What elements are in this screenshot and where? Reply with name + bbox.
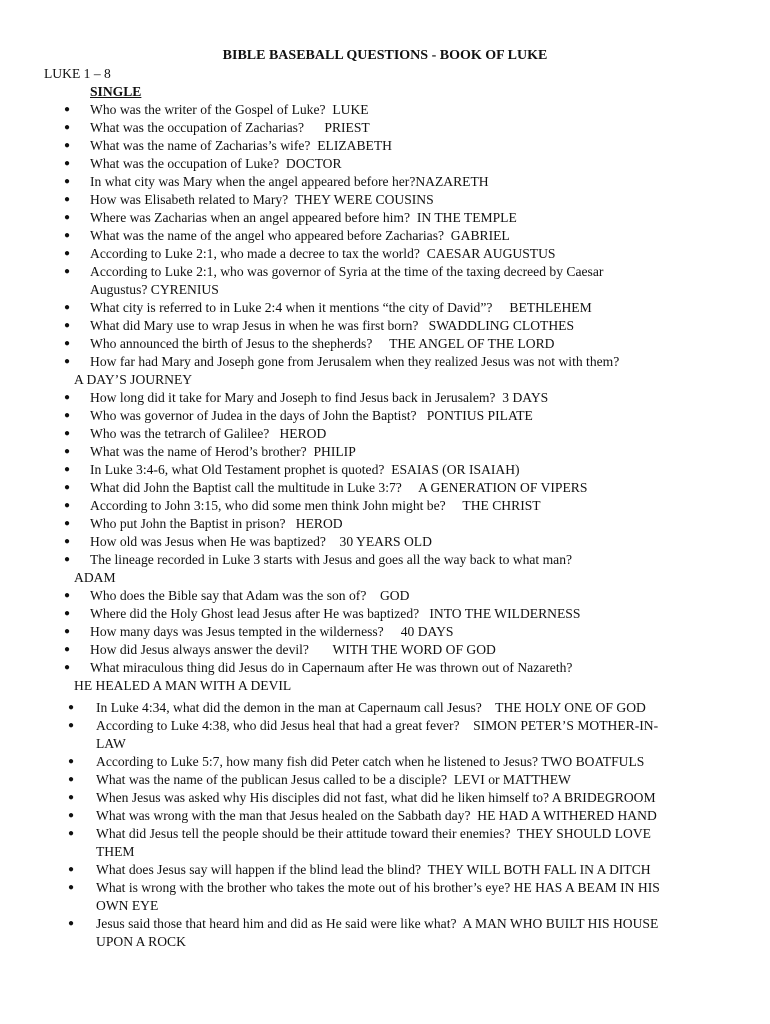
question-text: Jesus said those that heard him and did as He said were like what? A MAN WHO BUILT HIS HOUSE <box>96 916 659 931</box>
bullet-icon: ● <box>64 194 71 205</box>
question-item <box>64 263 744 299</box>
bullet-icon: ● <box>64 626 71 637</box>
question-text: What was the name of the angel who appeared before Zacharias? GABRIEL <box>90 228 510 243</box>
question-item <box>64 317 744 335</box>
bullet-icon: ● <box>64 554 71 565</box>
answer-continuation: UPON A ROCK <box>96 934 186 949</box>
question-list-1 <box>64 101 744 695</box>
question-text: Who was the writer of the Gospel of Luke? LUKE <box>90 102 369 117</box>
answer-continuation: THEM <box>96 844 135 859</box>
question-item <box>64 191 744 209</box>
question-item <box>68 699 748 717</box>
question-item <box>64 299 744 317</box>
question-item <box>68 807 748 825</box>
question-text: What did John the Baptist call the multitude in Luke 3:7? A GENERATION OF VIPERS <box>90 480 588 495</box>
question-text: Who announced the birth of Jesus to the shepherds? THE ANGEL OF THE LORD <box>90 336 555 351</box>
bullet-icon: ● <box>64 140 71 151</box>
question-text: Who put John the Baptist in prison? HEROD <box>90 516 343 531</box>
question-text: What was the occupation of Zacharias? PRIEST <box>90 120 370 135</box>
bullet-icon: ● <box>68 792 75 803</box>
answer-continuation: OWN EYE <box>96 898 159 913</box>
question-item <box>64 389 744 407</box>
bullet-icon: ● <box>64 428 71 439</box>
bullet-icon: ● <box>64 482 71 493</box>
question-item <box>64 641 744 659</box>
question-text: What miraculous thing did Jesus do in Capernaum after He was thrown out of Nazareth? <box>90 660 573 675</box>
bullet-icon: ● <box>68 882 75 893</box>
question-text: When Jesus was asked why His disciples did not fast, what did he liken himself to? A BRIDEGROOM <box>96 790 656 805</box>
question-text: According to Luke 5:7, how many fish did Peter catch when he listened to Jesus? TWO BOATFULS <box>96 754 645 769</box>
bullet-icon: ● <box>64 662 71 673</box>
question-item <box>64 407 744 425</box>
question-item <box>68 879 748 915</box>
question-item <box>64 353 744 389</box>
question-item <box>64 623 744 641</box>
bullet-icon: ● <box>64 212 71 223</box>
question-text: How long did it take for Mary and Joseph to find Jesus back in Jerusalem? 3 DAYS <box>90 390 549 405</box>
question-text: Who was the tetrarch of Galilee? HEROD <box>90 426 327 441</box>
bullet-icon: ● <box>64 518 71 529</box>
question-item <box>68 771 748 789</box>
question-list-2 <box>68 699 748 951</box>
question-text: How was Elisabeth related to Mary? THEY WERE COUSINS <box>90 192 434 207</box>
question-item <box>64 659 744 695</box>
question-text: Where did the Holy Ghost lead Jesus after He was baptized? INTO THE WILDERNESS <box>90 606 581 621</box>
question-item <box>64 101 744 119</box>
question-text: What is wrong with the brother who takes the mote out of his brother’s eye? HE HAS A BEAM IN HIS <box>96 880 660 895</box>
question-text: In what city was Mary when the angel appeared before her?NAZARETH <box>90 174 489 189</box>
question-item <box>64 515 744 533</box>
question-text: Who does the Bible say that Adam was the son of? GOD <box>90 588 410 603</box>
bullet-icon: ● <box>64 410 71 421</box>
question-item <box>64 443 744 461</box>
answer-continuation: HE HEALED A MAN WITH A DEVIL <box>74 678 292 693</box>
bullet-icon: ● <box>64 302 71 313</box>
question-text: According to Luke 4:38, who did Jesus heal that had a great fever? SIMON PETER’S MOTHER-IN- <box>96 718 659 733</box>
section-heading: LUKE 1 – 8 <box>44 66 111 81</box>
question-text: In Luke 4:34, what did the demon in the man at Capernaum call Jesus? THE HOLY ONE OF GOD <box>96 700 646 715</box>
question-text: How did Jesus always answer the devil? WITH THE WORD OF GOD <box>90 642 496 657</box>
question-item <box>68 825 748 861</box>
bullet-icon: ● <box>64 320 71 331</box>
question-text: What was the name of the publican Jesus called to be a disciple? LEVI or MATTHEW <box>96 772 571 787</box>
answer-continuation: ADAM <box>74 570 116 585</box>
bullet-icon: ● <box>64 446 71 457</box>
bullet-icon: ● <box>64 500 71 511</box>
question-text: What did Mary use to wrap Jesus in when he was first born? SWADDLING CLOTHES <box>90 318 575 333</box>
question-item <box>64 227 744 245</box>
question-text: What did Jesus tell the people should be their attitude toward their enemies? THEY SHOULD LOVE <box>96 826 651 841</box>
question-item <box>64 587 744 605</box>
question-text: How far had Mary and Joseph gone from Jerusalem when they realized Jesus was not with them? <box>90 354 620 369</box>
question-item <box>68 915 748 951</box>
question-item <box>64 173 744 191</box>
bullet-icon: ● <box>64 536 71 547</box>
question-item <box>64 461 744 479</box>
question-text: Where was Zacharias when an angel appeared before him? IN THE TEMPLE <box>90 210 517 225</box>
bullet-icon: ● <box>64 104 71 115</box>
bullet-icon: ● <box>68 828 75 839</box>
question-item <box>64 497 744 515</box>
question-text: What was the occupation of Luke? DOCTOR <box>90 156 342 171</box>
bullet-icon: ● <box>68 774 75 785</box>
subsection-heading: SINGLE <box>90 84 142 99</box>
question-item <box>68 717 748 753</box>
question-item <box>64 533 744 551</box>
bullet-icon: ● <box>64 392 71 403</box>
question-text: According to Luke 2:1, who made a decree to tax the world? CAESAR AUGUSTUS <box>90 246 556 261</box>
bullet-icon: ● <box>68 864 75 875</box>
bullet-icon: ● <box>64 464 71 475</box>
question-item <box>64 155 744 173</box>
question-item <box>64 605 744 623</box>
question-text: What does Jesus say will happen if the blind lead the blind? THEY WILL BOTH FALL IN A DITCH <box>96 862 651 877</box>
question-text: What was wrong with the man that Jesus healed on the Sabbath day? HE HAD A WITHERED HAND <box>96 808 657 823</box>
question-text: What was the name of Herod’s brother? PHILIP <box>90 444 356 459</box>
question-text: According to John 3:15, who did some men think John might be? THE CHRIST <box>90 498 541 513</box>
question-text: The lineage recorded in Luke 3 starts with Jesus and goes all the way back to what man? <box>90 552 573 567</box>
bullet-icon: ● <box>64 590 71 601</box>
question-text: How old was Jesus when He was baptized? 30 YEARS OLD <box>90 534 432 549</box>
question-item <box>64 425 744 443</box>
bullet-icon: ● <box>64 176 71 187</box>
question-item <box>64 137 744 155</box>
bullet-icon: ● <box>64 644 71 655</box>
question-text: What was the name of Zacharias’s wife? ELIZABETH <box>90 138 392 153</box>
bullet-icon: ● <box>64 158 71 169</box>
bullet-icon: ● <box>64 248 71 259</box>
question-item <box>64 209 744 227</box>
question-text: In Luke 3:4-6, what Old Testament prophet is quoted? ESAIAS (OR ISAIAH) <box>90 462 520 477</box>
question-item <box>68 753 748 771</box>
answer-continuation: Augustus? CYRENIUS <box>90 282 219 297</box>
question-text: What city is referred to in Luke 2:4 when it mentions “the city of David”? BETHLEHEM <box>90 300 592 315</box>
question-item <box>64 335 744 353</box>
bullet-icon: ● <box>64 356 71 367</box>
bullet-icon: ● <box>64 266 71 277</box>
answer-continuation: LAW <box>96 736 126 751</box>
question-item <box>68 861 748 879</box>
question-item <box>64 119 744 137</box>
question-text: How many days was Jesus tempted in the wilderness? 40 DAYS <box>90 624 454 639</box>
bullet-icon: ● <box>68 702 75 713</box>
bullet-icon: ● <box>64 122 71 133</box>
bullet-icon: ● <box>68 720 75 731</box>
bullet-icon: ● <box>64 338 71 349</box>
bullet-icon: ● <box>64 608 71 619</box>
answer-continuation: A DAY’S JOURNEY <box>74 372 193 387</box>
question-text: Who was governor of Judea in the days of John the Baptist? PONTIUS PILATE <box>90 408 533 423</box>
question-item <box>64 245 744 263</box>
bullet-icon: ● <box>68 918 75 929</box>
question-item <box>64 479 744 497</box>
bullet-icon: ● <box>68 756 75 767</box>
bullet-icon: ● <box>68 810 75 821</box>
bullet-icon: ● <box>64 230 71 241</box>
question-item <box>68 789 748 807</box>
question-text: According to Luke 2:1, who was governor of Syria at the time of the taxing decreed by Caesar <box>90 264 604 279</box>
question-item <box>64 551 744 587</box>
document-title: BIBLE BASEBALL QUESTIONS - BOOK OF LUKE <box>222 48 548 63</box>
